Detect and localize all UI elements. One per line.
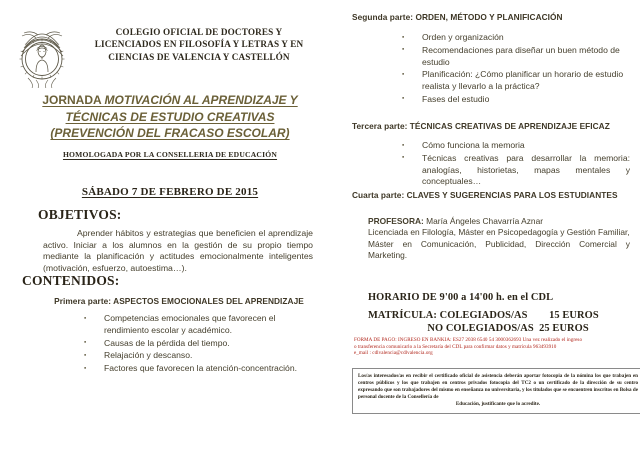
profesora-name: María Ángeles Chavarría Aznar [426, 216, 544, 226]
list-item: ▪ Causas de la pérdida del tiempo. [82, 338, 322, 350]
list-item: ▪ Cómo funciona la memoria [400, 140, 630, 152]
objetivos-heading: OBJETIVOS: [38, 207, 122, 222]
org-line-2: LICENCIADOS EN FILOSOFÍA Y LETRAS Y EN [94, 39, 304, 50]
homologada-text: HOMOLOGADA POR LA CONSELLERIA DE EDUCACIÓN [62, 150, 278, 159]
contenidos-heading: CONTENIDOS: [22, 273, 120, 288]
contenidos-part-2-list [400, 32, 632, 107]
matricula-row-no-colegiados: NO COLEGIADOS/AS 25 EUROS [368, 322, 589, 334]
list-item: ▪ Planificación: ¿Cómo planificar un horario de estudio realista y llevarlo a la práctica? [400, 69, 632, 93]
objetivos-body: Aprender hábitos y estrategias que beneficien el aprendizaje activo. Iniciar a los alumnos en la gestión de su propio tiempo mediante la planificación y actitudes emocionalmente inteligentes (motivación, esfuerzo, autoestima…). [43, 228, 313, 273]
contenidos-part-1-title: Primera parte: ASPECTOS EMOCIONALES DEL APRENDIZAJE [54, 296, 304, 306]
event-title-line-1-italic: MOTIVACIÓN AL APRENDIZAJE Y [104, 93, 298, 107]
list-item: ▪ Fases del estudio [400, 94, 632, 106]
org-line-1: COLEGIO OFICIAL DE DOCTORES Y [115, 27, 283, 37]
organization-title [70, 22, 340, 63]
event-date [0, 186, 340, 198]
homologada-note [0, 150, 340, 159]
forma-de-pago-block [354, 337, 640, 357]
aviso-text: Los/as interesados/as en recibir el certificado oficial de asistencia deberán aportar fotocopia de la nómina los que trabajen en centros públicos y los que trabajen en centros privados fotocopia del TC2 o un certificado de la dirección de su centro expresando que son trabajadores del mismo en enseñanza no universitaria, y los titulados que se encuentren inscritos en Bolsa de personal docente de la Consellería de [358, 373, 638, 400]
aviso-last-line: Educación, justificante que lo acredite. [455, 400, 541, 407]
list-item: ▪ Factores que favorecen la atención-concentración. [82, 363, 322, 375]
profesora-label: PROFESORA: [368, 216, 424, 226]
org-line-3: CIENCIAS DE VALENCIA Y CASTELLÓN [108, 51, 290, 62]
contenidos-part-4-title: Cuarta parte: CLAVES Y SUGERENCIAS PARA LOS ESTUDIANTES [352, 190, 618, 200]
profesora-block [368, 216, 630, 262]
list-item: ▪ Relajación y descanso. [82, 350, 322, 362]
contenidos-part-2-title: Segunda parte: ORDEN, MÉTODO Y PLANIFICACIÓN [352, 12, 563, 22]
event-title [0, 92, 340, 142]
event-title-lead: JORNADA [42, 93, 105, 107]
list-item: ▪ Técnicas creativas para desarrollar la memoria: analogías, historietas, mapas mentales y conceptuales… [400, 153, 630, 188]
event-title-line-2: TÉCNICAS DE ESTUDIO CREATIVAS [65, 109, 275, 124]
list-item: ▪ Competencias emocionales que favorecen el rendimiento escolar y académico. [82, 313, 322, 337]
profesora-name-line [368, 216, 630, 227]
horario-text: HORARIO DE 9'00 a 14'00 h. en el CDL [368, 292, 554, 303]
forma-de-pago-line-2: o transferencia comunicarlo a la Secretaría del CDL para confirmar datos y matrícula 963493910 [354, 343, 557, 350]
profesora-credentials-2: Máster en Comunicación, Publicidad, Dirección Comercial y Marketing. [368, 238, 630, 261]
list-item: ▪ Orden y organización [400, 32, 632, 44]
right-column [340, 0, 640, 452]
contenidos-part-3-title: Tercera parte: TÉCNICAS CREATIVAS DE APRENDIZAJE EFICAZ [352, 121, 610, 131]
event-title-line-3: (PREVENCIÓN DEL FRACASO ESCOLAR) [50, 126, 290, 140]
colegio-emblem-icon [14, 22, 70, 88]
matricula-block [368, 310, 640, 335]
forma-de-pago-line-1: FORMA DE PAGO: INGRESO EN BANKIA: ES27 2038 6540 54 3000362693 Una vez realizado el ingreso [354, 337, 583, 343]
forma-de-pago-email: e_mail : cdlvalencia@cdlvalencia.org [354, 350, 433, 357]
event-title-line-1 [42, 92, 297, 109]
list-item: ▪ Recomendaciones para diseñar un buen método de estudio [400, 45, 632, 69]
document-header [0, 22, 340, 88]
profesora-credentials-1: Licenciada en Filología, Máster en Psicopedagogía y Gestión Familiar, [368, 227, 630, 238]
event-date-text: SÁBADO 7 DE FEBRERO DE 2015 [81, 186, 259, 198]
contenidos-part-1-list [82, 313, 322, 376]
contenidos-part-3-list [400, 140, 630, 189]
matricula-row-colegiados: MATRÍCULA: COLEGIADOS/AS 15 EUROS [368, 310, 599, 321]
aviso-certificado-box [352, 368, 640, 414]
